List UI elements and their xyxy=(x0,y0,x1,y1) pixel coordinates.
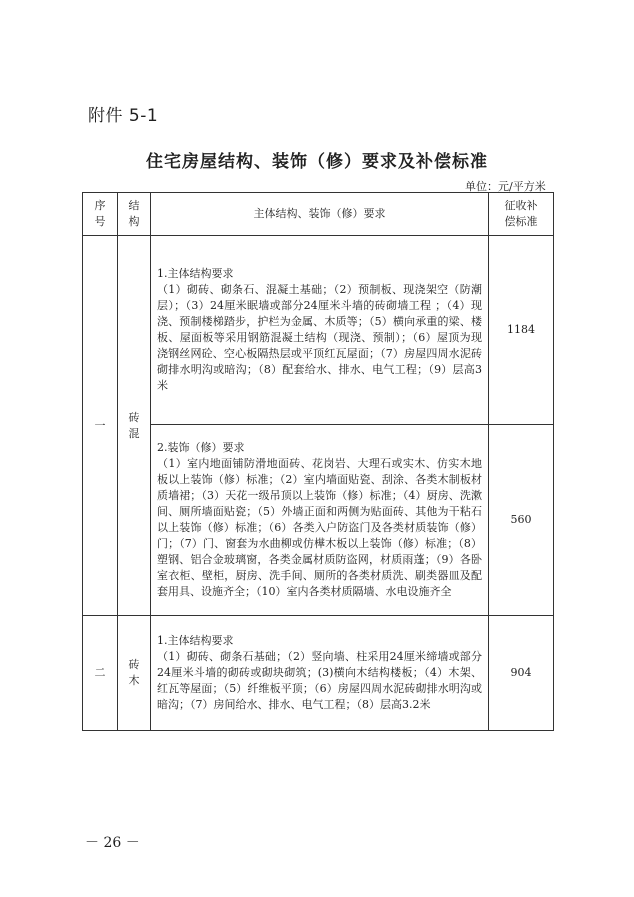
header-structure xyxy=(118,193,151,236)
header-structure-line: 结 xyxy=(128,199,140,212)
group-structure xyxy=(118,616,151,731)
table-row xyxy=(83,425,554,616)
group-number: 一 xyxy=(83,236,118,616)
compensation-standard: 904 xyxy=(489,616,554,731)
requirement-heading: 1.主体结构要求 xyxy=(157,634,234,647)
group-structure-char: 木 xyxy=(128,674,140,687)
header-no xyxy=(83,193,118,236)
header-description: 主体结构、装饰（修）要求 xyxy=(151,193,489,236)
requirement-heading: 1.主体结构要求 xyxy=(157,267,234,280)
header-standard-line: 偿标准 xyxy=(504,215,538,228)
header-structure-line: 构 xyxy=(128,215,140,228)
requirement-text: （1）砌砖、砌条石、混凝土基础；（2）预制板、现浇架空（防潮层）；（3）24厘米眠墙或部分24厘米斗墙的砖砌墙工程 ；（4）现浇、预制楼梯踏步，护栏为金属、木质等；（5）横向承重的梁、楼板、屋面板等采用钢筋混凝土结构（现浇、预制）；（6）屋顶为现浇钢丝网砼、空心板隔热层或平顶红瓦屋面；（7）房屋四周水泥砖砌排水明沟或暗沟；（8）配套给水、排水、电气工程；（9）层高3米 xyxy=(157,283,482,392)
requirement-cell xyxy=(151,425,489,616)
group-structure-char: 砖 xyxy=(128,658,140,671)
requirement-cell xyxy=(151,236,489,425)
requirement-text: （1）室内地面铺防滑地面砖、花岗岩、大理石或实木、仿实木地板以上装饰（修）标准；（2）室内墙面贴瓷、刮涂、各类木制板材质墙裙；（3）天花一级吊顶以上装饰（修）标准；（4）厨房、洗漱间、厕所墙面贴瓷；（5）外墙正面和两侧为贴面砖、其他为干粘石以上装饰（修）标准；（6）各类入户防盗门及各类材质装饰（修）门；（7）门、窗套为水曲柳或仿樺木板以上装饰（修）标准；（8）塑钢、铝合金玻璃窗，各类金属材质防盗网，材质雨蓬；（9）各卧室衣柜、壁柜，厨房、洗手间、厕所的各类材质洗、刷类器皿及配套用具、设施齐全；（10）室内各类材质隔墙、水电设施齐全 xyxy=(157,457,482,598)
header-no-line: 号 xyxy=(94,215,106,228)
requirement-cell xyxy=(151,616,489,731)
header-standard xyxy=(489,193,554,236)
compensation-table xyxy=(82,192,554,731)
page-number: － 26 － xyxy=(85,835,140,851)
group-structure xyxy=(118,236,151,616)
compensation-standard: 1184 xyxy=(489,236,554,425)
header-no-line: 序 xyxy=(94,199,106,212)
group-structure-char: 混 xyxy=(128,426,140,440)
annex-label: 附件 5-1 xyxy=(88,106,159,126)
requirement-heading: 2.装饰（修）要求 xyxy=(157,441,245,454)
table-row xyxy=(83,616,554,731)
document-title: 住宅房屋结构、装饰（修）要求及补偿标准 xyxy=(146,152,488,172)
table-row xyxy=(83,236,554,425)
group-number: 二 xyxy=(83,616,118,731)
requirement-text: （1）砌砖、砌条石基础；（2）竖向墙、柱采用24厘米缔墙或部分24厘米斗墙的砌砖或砌块砌筑；(3)横向木结构楼板；（4）木架、红瓦等屋面；（5）纤维板平顶；（6）房屋四周水泥砖砌排水明沟或暗沟；（7）房间给水、排水、电气工程；（8）层高3.2米 xyxy=(157,650,482,711)
table-header-row xyxy=(83,193,554,236)
header-standard-line: 征收补 xyxy=(504,199,538,212)
group-structure-char: 砖 xyxy=(128,410,140,424)
unit-note: 单位：元/平方米 xyxy=(465,180,546,193)
compensation-standard: 560 xyxy=(489,425,554,616)
